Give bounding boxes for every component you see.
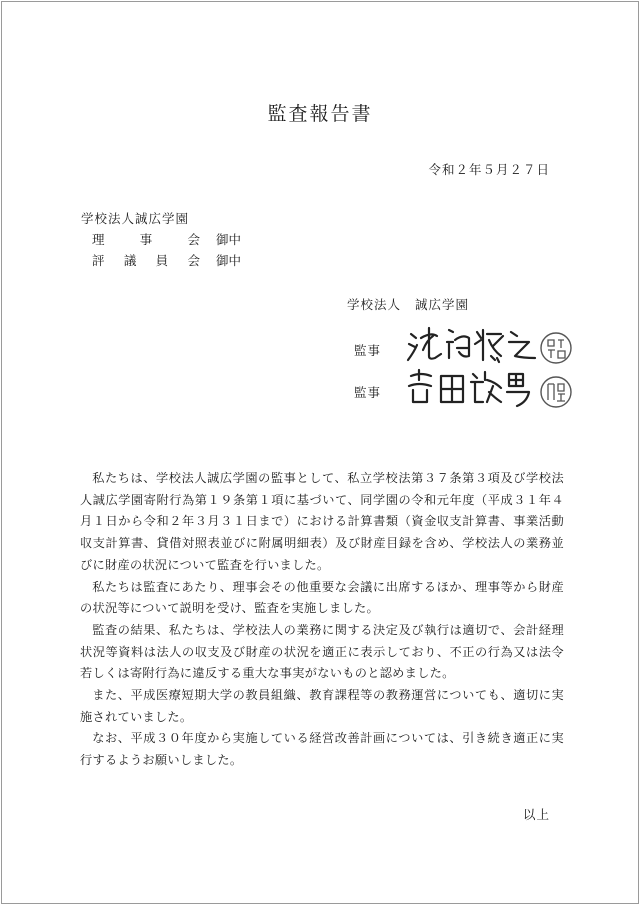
recipient-body-name: 理 事 会 xyxy=(92,232,200,247)
auditor-role-label: 監事 xyxy=(354,343,382,358)
report-paragraph: なお、平成３０年度から実施している経営改善計画については、引き続き適正に実行するようお願いしました。 xyxy=(80,731,564,768)
document-date: 令和２年５月２７日 xyxy=(428,162,550,177)
issuer-line xyxy=(347,295,469,313)
recipient-honorific: 御中 xyxy=(216,232,242,247)
issuer-type: 学校法人 xyxy=(347,297,402,312)
report-paragraph: 監査の結果、私たちは、学校法人の業務に関する決定及び執行は適切で、会計経理状況等資料は法人の収支及び財産の状況を適正に表示しており、不正の行為又は法令若しくは寄附行為に違反する重大な事実がないものと認めました。 xyxy=(80,622,564,681)
auditor-seal-1 xyxy=(538,330,574,366)
report-body xyxy=(80,468,564,772)
auditor-role-label: 監事 xyxy=(354,385,382,400)
recipient-board-of-directors xyxy=(92,230,241,248)
recipient-honorific: 御中 xyxy=(216,253,242,268)
document-title: 監査報告書 xyxy=(267,103,373,125)
report-paragraph: また、平成医療短期大学の教員組織、教育課程等の教務運営についても、適切に実施されていました。 xyxy=(80,688,564,724)
report-paragraph: 私たちは監査にあたり、理事会その他重要な会議に出席するほか、理事等から財産の状況等について説明を受け、監査を実施しました。 xyxy=(80,579,564,616)
report-paragraph: 私たちは、学校法人誠広学園の監事として、私立学校法第３７条第３項及び学校法人誠広学園寄附行為第１９条第１項に基づいて、同学園の令和元年度（平成３１年４月１日から令和２年３月３１日まで）における計算書類（資金収支計算書、事業活動収支計算書、貸借対照表並びに附属明細表）及び財産目録を含め、学校法人の業務並びに財産の状況について監査を行いました。 xyxy=(80,471,564,572)
recipient-organization: 学校法人誠広学園 xyxy=(81,211,190,226)
auditor-signature-2 xyxy=(405,364,543,410)
auditor-seal-2 xyxy=(538,374,574,410)
closing-mark: 以上 xyxy=(522,807,550,822)
document-page xyxy=(1,1,639,904)
auditor-signature-1 xyxy=(405,320,543,366)
issuer-name: 誠広学園 xyxy=(415,297,470,312)
recipient-council xyxy=(92,251,241,269)
recipient-body-name: 評 議 員 会 xyxy=(92,253,200,268)
